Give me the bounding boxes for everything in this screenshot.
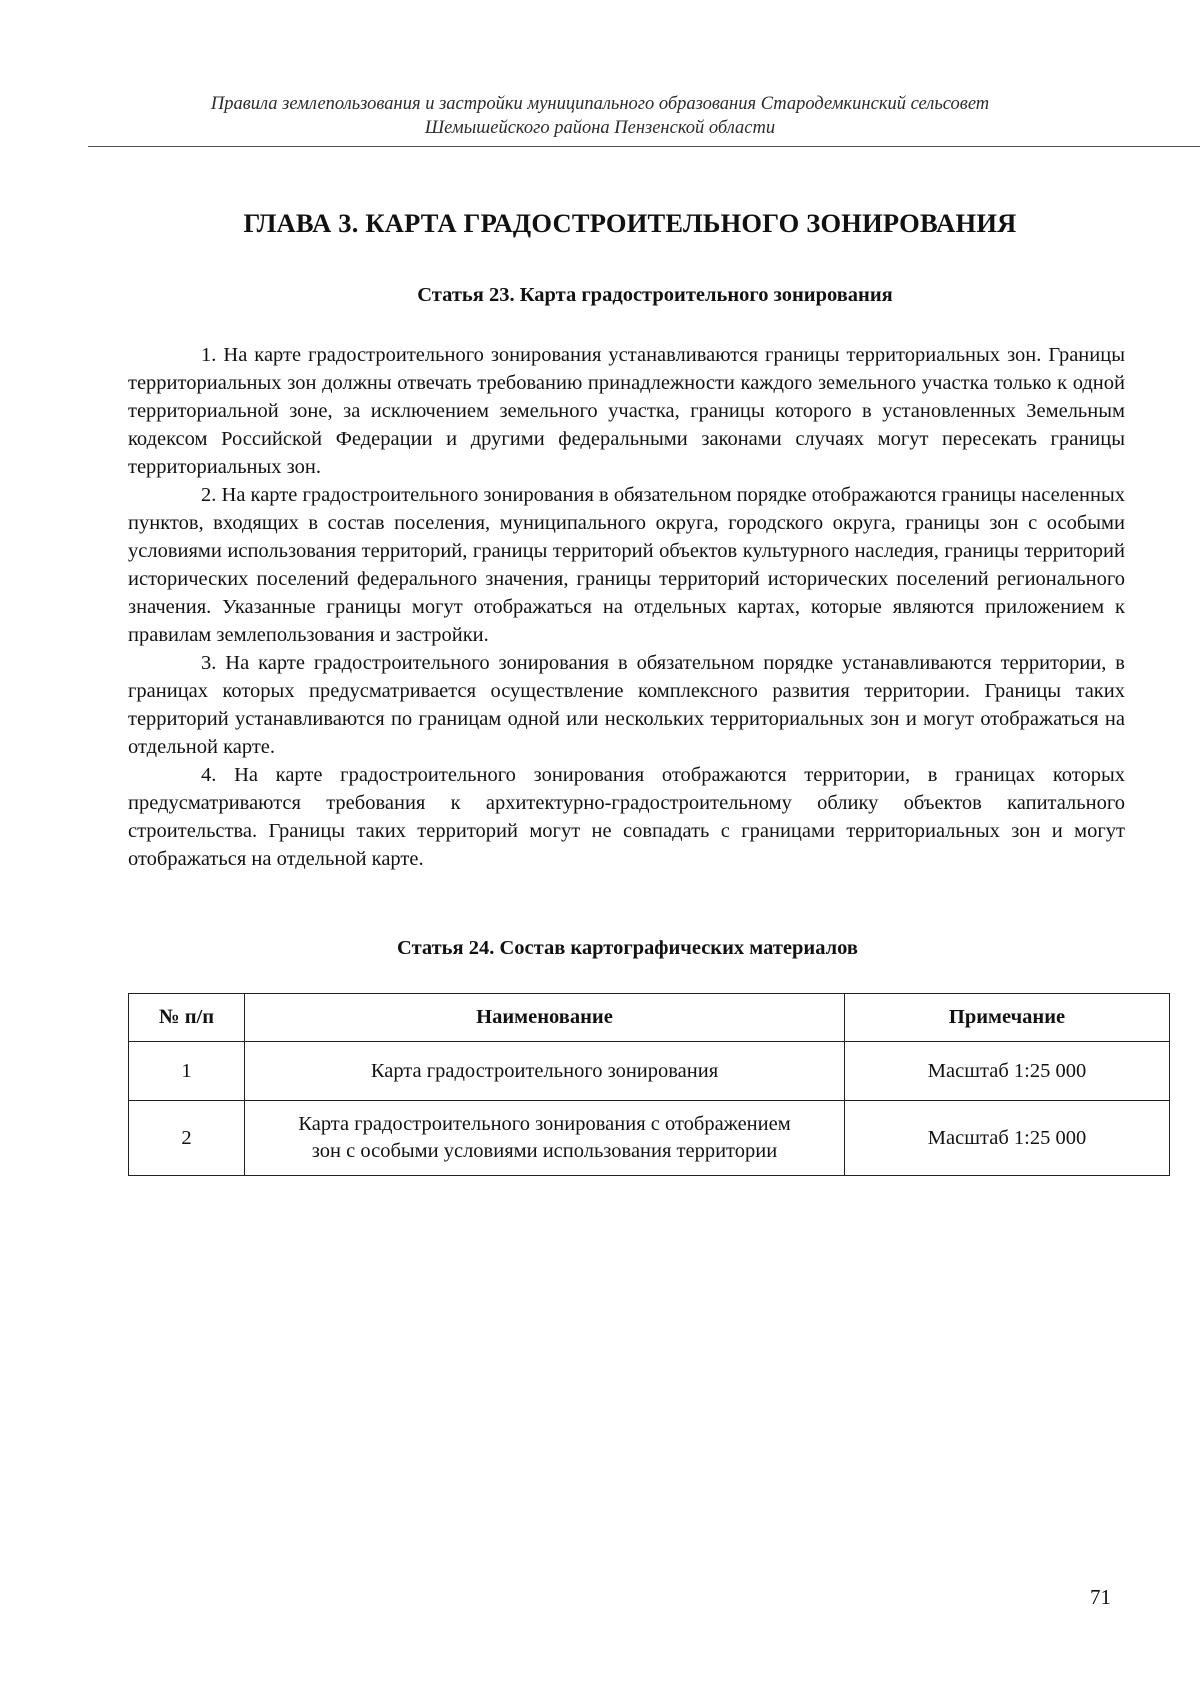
row-name-line: Карта градостроительного зонирования (370, 1059, 719, 1082)
paragraph-1: 1. На карте градостроительного зонирования устанавливаются границы территориальных зон. Границы территориальных зон должны отвечать требованию принадлежности каждого земельного участка только к одной территориальной зоне, за исключением земельного участка, границы которого в установленных Земельным кодексом Российской Федерации и другими федеральными законами случаях могут пересекать границы территориальных зон. (128, 344, 1125, 478)
row-name (245, 1101, 845, 1176)
running-header-line-2: Шемышейского района Пензенской области (424, 118, 776, 138)
column-header-number: № п/п (129, 994, 245, 1042)
running-header (0, 92, 1200, 140)
cartographic-materials-table (128, 993, 1170, 1176)
article-23-body (128, 341, 1125, 873)
row-name-line-1: Карта градостроительного зонирования с отображением (298, 1113, 791, 1135)
row-name-line-2: зон с особыми условиями использования территории (311, 1140, 778, 1162)
row-note: Масштаб 1:25 000 (845, 1042, 1170, 1101)
paragraph-3: 3. На карте градостроительного зонирования в обязательном порядке устанавливаются территории, в границах которых предусматривается осуществление комплексного развития территории. Границы таких территорий устанавливаются по границам одной или нескольких территориальных зон и могут отображаться на отдельной карте. (128, 652, 1125, 758)
article-24-title: Статья 24. Состав картографических материалов (397, 937, 858, 959)
header-divider (88, 146, 1200, 147)
table-row (129, 1042, 1170, 1101)
row-note: Масштаб 1:25 000 (845, 1101, 1170, 1176)
column-header-note: Примечание (845, 994, 1170, 1042)
running-header-line-1: Правила землепользования и застройки муниципального образования Стародемкинский сельсовет (210, 94, 990, 114)
paragraph-2: 2. На карте градостроительного зонирования в обязательном порядке отображаются границы населенных пунктов, входящих в состав поселения, муниципального округа, городского округа, границы зон с особыми условиями использования территорий, границы территорий объектов культурного наследия, границы территорий исторических поселений федерального значения, границы территорий исторических поселений регионального значения. Указанные границы могут отображаться на отдельных картах, которые являются приложением к правилам землепользования и застройки. (128, 484, 1125, 646)
article-23-title: Статья 23. Карта градостроительного зонирования (417, 284, 893, 306)
page-number: 71 (1090, 1585, 1111, 1609)
row-number: 2 (129, 1101, 245, 1176)
table-row (129, 1101, 1170, 1176)
row-name (245, 1042, 845, 1101)
chapter-title: ГЛАВА 3. КАРТА ГРАДОСТРОИТЕЛЬНОГО ЗОНИРОВАНИЯ (243, 208, 1017, 238)
paragraph-4: 4. На карте градостроительного зонирования отображаются территории, в границах которых предусматриваются требования к архитектурно-градостроительному облику объектов капитального строительства. Границы таких территорий могут не совпадать с границами территориальных зон и могут отображаться на отдельной карте. (128, 764, 1125, 870)
column-header-name: Наименование (245, 994, 845, 1042)
table-header-row (129, 994, 1170, 1042)
row-number: 1 (129, 1042, 245, 1101)
